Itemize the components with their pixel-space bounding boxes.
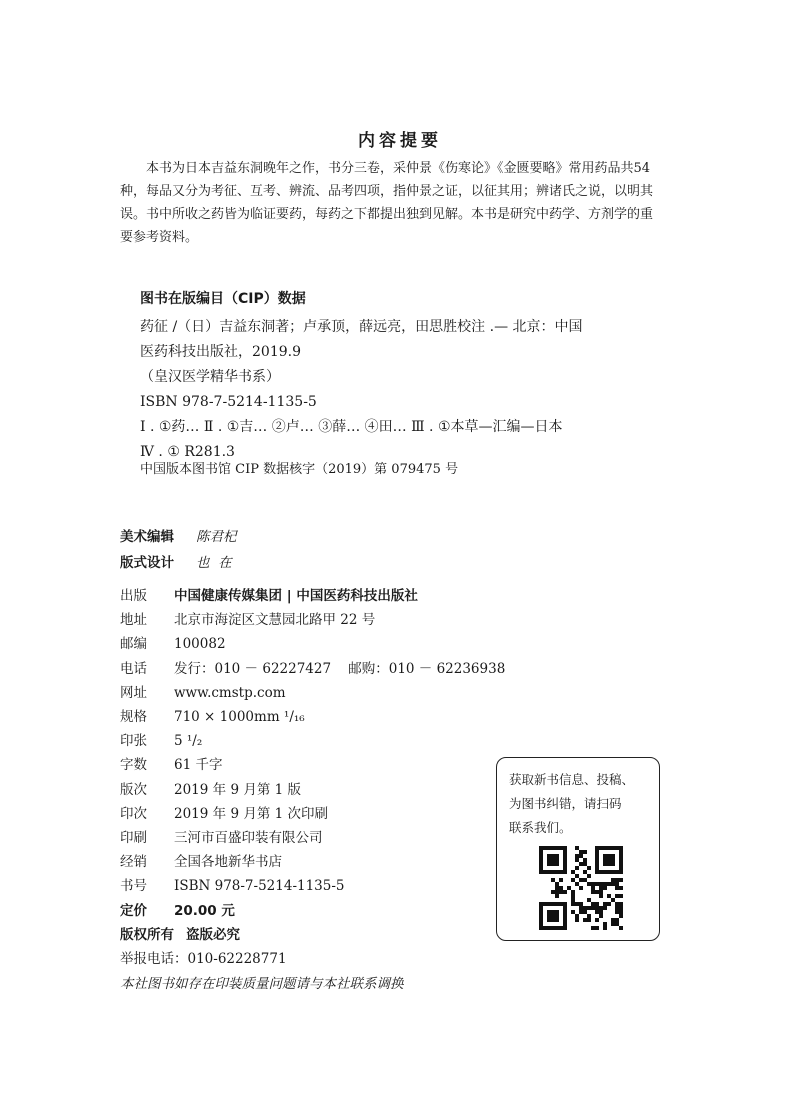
publication-label: 定价 — [120, 902, 147, 919]
publication-label: 经销 — [120, 854, 147, 871]
publication-row — [120, 899, 505, 923]
credit-label: 版式设计 — [120, 555, 174, 571]
summary-line: 要参考资料。 — [120, 230, 199, 245]
cip-heading: 图书在版编目（CIP）数据 — [140, 291, 306, 307]
publication-value: 全国各地新华书店 — [174, 854, 282, 871]
publication-row — [120, 584, 505, 608]
publication-value: 20.00 元 — [174, 902, 235, 919]
credit-value: 也 在 — [196, 555, 232, 571]
summary-paragraph — [120, 157, 680, 249]
publication-label: 字数 — [120, 757, 147, 774]
publication-value: 三河市百盛印装有限公司 — [174, 830, 323, 847]
publication-label: 印次 — [120, 805, 147, 822]
publication-value: 010-62228771 — [187, 951, 287, 968]
publication-row — [120, 850, 505, 874]
publication-label: 印刷 — [120, 830, 147, 847]
publication-row — [120, 681, 505, 705]
publication-row — [120, 874, 505, 898]
publication-label: 书号 — [120, 878, 147, 895]
publication-info — [120, 584, 505, 971]
summary-title: 内容提要 — [358, 131, 442, 151]
cip-line: ISBN 978-7-5214-1135-5 — [140, 394, 317, 410]
publication-value: 100082 — [174, 636, 226, 653]
publication-row — [120, 705, 505, 729]
summary-line: 种，每品又分为考征、互考、辨流、品考四项，指仲景之证，以征其用；辨诸氏之说，以明其 — [120, 184, 654, 199]
qr-caption-line: 为图书纠错，请扫码 — [509, 796, 622, 811]
publication-label: 举报电话： — [120, 951, 188, 968]
qr-code-icon[interactable] — [539, 846, 623, 930]
publication-row — [120, 778, 505, 802]
qr-caption-line: 获取新书信息、投稿、 — [509, 772, 635, 787]
cip-line: Ⅳ . ① R281.3 — [140, 444, 235, 460]
publication-row — [120, 608, 505, 632]
publication-value: 5 ¹/₂ — [174, 733, 203, 750]
credit-row — [120, 550, 237, 576]
cip-block — [140, 315, 583, 465]
cip-line: 医药科技出版社，2019.9 — [140, 344, 301, 360]
publication-value: 61 千字 — [174, 757, 223, 774]
qr-contact-box — [496, 757, 660, 941]
publication-row — [120, 657, 505, 681]
cip-line: Ⅰ . ①药… Ⅱ . ①吉… ②卢… ③薛… ④田… Ⅲ . ①本草—汇编—日本 — [140, 419, 563, 435]
publication-row — [120, 729, 505, 753]
publication-label: 邮编 — [120, 636, 147, 653]
cip-line: （皇汉医学精华书系） — [140, 369, 280, 385]
publication-label: 出版 — [120, 588, 147, 604]
publication-value: ISBN 978-7-5214-1135-5 — [174, 878, 345, 895]
publication-value: 710 × 1000mm ¹/₁₆ — [174, 709, 305, 726]
publication-row — [120, 802, 505, 826]
publication-value: 2019 年 9 月第 1 版 — [174, 781, 301, 798]
cip-line: 药征 /（日）吉益东洞著；卢承顶，薛远亮，田思胜校注 .— 北京：中国 — [140, 319, 583, 335]
publication-row — [120, 947, 505, 971]
publication-row — [120, 923, 505, 947]
publication-label: 电话 — [120, 660, 147, 677]
summary-line: 误。书中所收之药皆为临证要药，每药之下都提出独到见解。本书是研究中药学、方剂学的重 — [120, 207, 654, 222]
credit-label: 美术编辑 — [120, 529, 174, 545]
publication-label: 版权所有 — [120, 926, 174, 943]
publication-value: www.cmstp.com — [174, 684, 286, 701]
footer-note: 本社图书如存在印装质量问题请与本社联系调换 — [120, 976, 404, 992]
credit-row — [120, 524, 237, 550]
credit-value: 陈君杞 — [196, 529, 237, 545]
publication-row — [120, 753, 505, 777]
publication-label: 网址 — [120, 684, 147, 701]
publication-value: 中国健康传媒集团 | 中国医药科技出版社 — [174, 588, 418, 604]
publication-value: 发行：010 － 62227427 邮购：010 － 62236938 — [174, 660, 506, 677]
publication-value: 北京市海淀区文慧园北路甲 22 号 — [174, 612, 376, 629]
publication-value: 盗版必究 — [186, 926, 240, 943]
summary-line: 本书为日本吉益东洞晚年之作，书分三卷，采仲景《伤寒论》《金匮要略》常用药品共54 — [146, 161, 651, 176]
qr-caption — [509, 768, 653, 840]
cip-record-number: 中国版本图书馆 CIP 数据核字（2019）第 079475 号 — [140, 462, 459, 477]
qr-caption-line: 联系我们。 — [509, 820, 572, 835]
publication-label: 规格 — [120, 709, 147, 726]
publication-label: 地址 — [120, 612, 147, 629]
credits-block — [120, 524, 237, 576]
publication-value: 2019 年 9 月第 1 次印刷 — [174, 805, 328, 822]
publication-label: 版次 — [120, 781, 147, 798]
publication-row — [120, 826, 505, 850]
publication-label: 印张 — [120, 733, 147, 750]
publication-row — [120, 632, 505, 656]
